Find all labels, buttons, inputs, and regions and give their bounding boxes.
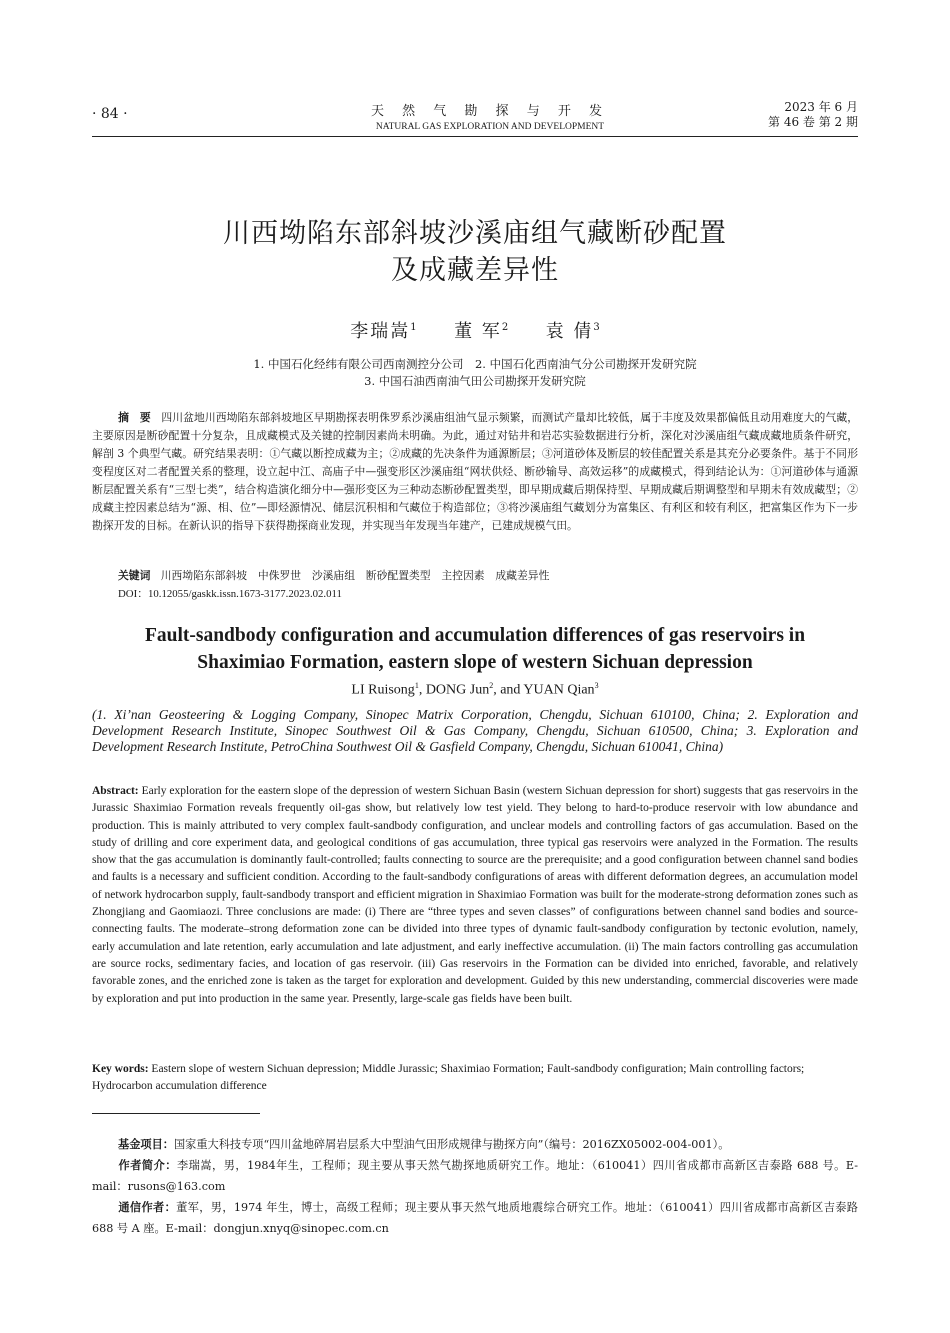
author-separator: ,: [418, 682, 426, 698]
title-en-line2: Shaximiao Formation, eastern slope of western Sichuan depression: [197, 652, 753, 673]
page-number: · 84 ·: [92, 106, 128, 122]
issue-volume: 第 46 卷 第 2 期: [768, 115, 858, 129]
journal-name-en: NATURAL GAS EXPLORATION AND DEVELOPMENT: [375, 122, 605, 132]
affiliation-line: 3. 中国石油西南油气田公司勘探开发研究院: [364, 374, 586, 388]
keywords-en-text: Eastern slope of western Sichuan depression; Middle Jurassic; Shaximiao Formation; Fault-sandbody configuration; Main controlling factors; Hydrocarbon accumulation difference: [92, 1063, 805, 1093]
journal-name-cn: 天 然 气 勘 探 与 开 发: [371, 104, 609, 119]
abstract-cn-label: 摘 要: [118, 411, 151, 424]
keywords-cn-label: 关键词: [118, 569, 151, 582]
author-cn: 李瑞嵩: [350, 321, 411, 342]
title-cn-line1: 川西坳陷东部斜坡沙溪庙组气藏断砂配置: [223, 218, 727, 249]
authors-cn: [92, 317, 858, 343]
author-separator: , and: [493, 682, 524, 698]
issue-date: 2023 年 6 月: [784, 100, 858, 114]
author-cn: 董 军: [454, 321, 502, 342]
author-sup: 2: [501, 322, 509, 333]
authors-en: [92, 681, 858, 699]
corresponding-text: 董军，男，1974 年生，博士，高级工程师；现主要从事天然气地质地震综合研究工作。地址：（610041）四川省成都市高新区吉泰路 688 号 A 座。E-mail：dongjun.xnyq@sinopec.com.cn: [92, 1201, 858, 1235]
author-en: YUAN Qian: [523, 682, 595, 698]
abstract-cn: [92, 409, 858, 535]
footnote-rule: [92, 1113, 260, 1114]
keywords-en: [92, 1061, 858, 1096]
author-sup: 3: [594, 681, 599, 690]
abstract-en-label: Abstract:: [92, 785, 139, 797]
footnote-author: [92, 1155, 858, 1197]
author-bio-text: 李瑞嵩，男，1984年生，工程师；现主要从事天然气勘探地质研究工作。地址：（610041）四川省成都市高新区吉泰路 688 号。E-mail：rusons@163.com: [92, 1159, 858, 1193]
author-sup: 1: [410, 322, 417, 333]
abstract-en: [92, 783, 858, 1008]
funding-label: 基金项目：: [118, 1138, 174, 1151]
doi[interactable]: DOI：10.12055/gaskk.issn.1673-3177.2023.02.011: [118, 588, 342, 600]
header-rule: [92, 136, 858, 137]
journal-header: [300, 100, 680, 132]
title-en-line1: Fault-sandbody configuration and accumulation differences of gas reservoirs in: [144, 625, 806, 646]
funding-text: 国家重大科技专项“四川盆地碎屑岩层系大中型油气田形成规律与勘探方向”（编号：2016ZX05002-004-001）。: [173, 1138, 730, 1151]
author-sup: 3: [593, 322, 600, 333]
title-cn-line2: 及成藏差异性: [391, 255, 559, 286]
author-en: DONG Jun: [425, 682, 490, 698]
abstract-cn-text: 四川盆地川西坳陷东部斜坡地区早期勘探表明侏罗系沙溪庙组油气显示频繁，而测试产量却比较低，属于丰度及效果都偏低且动用难度大的气藏，主要原因是断砂配置十分复杂，且成藏模式及关键的控制因素尚未明确。为此，通过对钻井和岩芯实验数据进行分析，深化对沙溪庙组气藏成藏地质条件研究，解剖 3 个典型气藏。研究结果表明：①气藏以断控成藏为主；②成藏的先决条件为通源断层；③河道砂体及断层的较佳配置关系是其充分必要条件。基于不同形变程度区对二者配置关系的整理，设立起中江、高庙子中—强变形区沙溪庙组“网状供烃、断砂输导、高效运移”的成藏模式，得到结论认为：①河道砂体与通源断层配置关系有“三型七类”，结合构造演化细分中—强形变区为三种动态断砂配置类型，即早期成藏后期保持型、早期成藏后期调整型和早期未有效成藏型；②成藏主控因素总结为“源、相、位”—即烃源情况、储层沉积相和气藏位于构造部位；③将沙溪庙组气藏划分为富集区、有利区和较有利区，把富集区作为下一步勘探开发的目标。在新认识的指导下获得勘探商业发现，并实现当年发现当年建产，已建成规模气田。: [92, 411, 859, 532]
keywords-en-label: Key words:: [92, 1063, 149, 1075]
footnote-funding: [92, 1134, 884, 1155]
author-en: LI Ruisong: [351, 682, 415, 698]
abstract-en-text: Early exploration for the eastern slope of the depression of western Sichuan Basin (western Sichuan depression for short) suggests that gas reservoirs in the Jurassic Shaximiao Formation reveals frequently oil-gas show, but relatively low test yield. They belong to hard-to-produce reservoir with low abundance and production. This is mainly attributed to very complex fault-sandbody configuration, and unclear models and controlling factors of gas accumulation. Based on the study of drilling and core experiment data, and geological conditions of gas accumulation, three typical gas reservoirs were analyzed in the Formation. The results show that the gas accumulation is dominantly fault-controlled; faults connecting to source are the prerequisite; and a good configuration between channel sand bodies and faults is a necessary and sufficient condition. According to the fault-sandbody configurations of areas with different deformation degrees, an accumulation model of network hydrocarbon supply, fault-sandbody transport and efficient migration in Shaximiao Formation was built for the moderate-strong deformation zones such as Zhongjiang and Gaomiaozi. Three conclusions are made: (i) There are “three types and seven classes” of configurations between channel sand bodies and source-connecting faults. The moderate–strong deformation zone can be divided into three types of dynamic fault-sandbody configuration by tectonic evolution, namely, early accumulation and late retention, early accumulation and late adjustment, and early ineffective accumulation. (ii) The main factors controlling gas accumulation are source rocks, sedimentary facies, and location of gas reservoir. (iii) Gas reservoirs in the Formation can be divided into enriched, favorable, and relatively favorable zones, and the enriched zone is taken as the target for exploration and development. Guided by this new understanding, commercial discoveries were made by exploration and put into production in the same year. Presently, large-scale gas fields have been built.: [92, 785, 858, 1005]
affiliation-line: 1. 中国石化经纬有限公司西南测控分公司 2. 中国石化西南油气分公司勘探开发研究院: [253, 357, 697, 371]
title-cn: [92, 215, 858, 289]
title-en: [92, 622, 858, 676]
author-bio-label: 作者简介：: [118, 1159, 177, 1172]
footnote-corresponding: [92, 1197, 858, 1239]
author-sup: 2: [489, 681, 494, 690]
keywords-cn: [118, 567, 858, 585]
affiliations-en: (1. Xi’nan Geosteering & Logging Company, Sinopec Matrix Corporation, Chengdu, Sichuan 610100, China; 2. Exploration and Development Research Institute, Sinopec Southwest Oil & Gas Company, Chengdu, Sichuan 610500, China; 3. Exploration and Development Research Institute, PetroChina Southwest Oil & Gasfield Company, Chengdu, Sichuan 610041, China): [92, 707, 858, 754]
keywords-cn-text: 川西坳陷东部斜坡 中侏罗世 沙溪庙组 断砂配置类型 主控因素 成藏差异性: [160, 569, 550, 582]
issue-info: [700, 100, 858, 130]
author-sup: 1: [414, 681, 419, 690]
author-cn: 袁 倩: [545, 321, 594, 342]
corresponding-label: 通信作者：: [118, 1201, 177, 1214]
affiliations-cn: [92, 356, 858, 390]
